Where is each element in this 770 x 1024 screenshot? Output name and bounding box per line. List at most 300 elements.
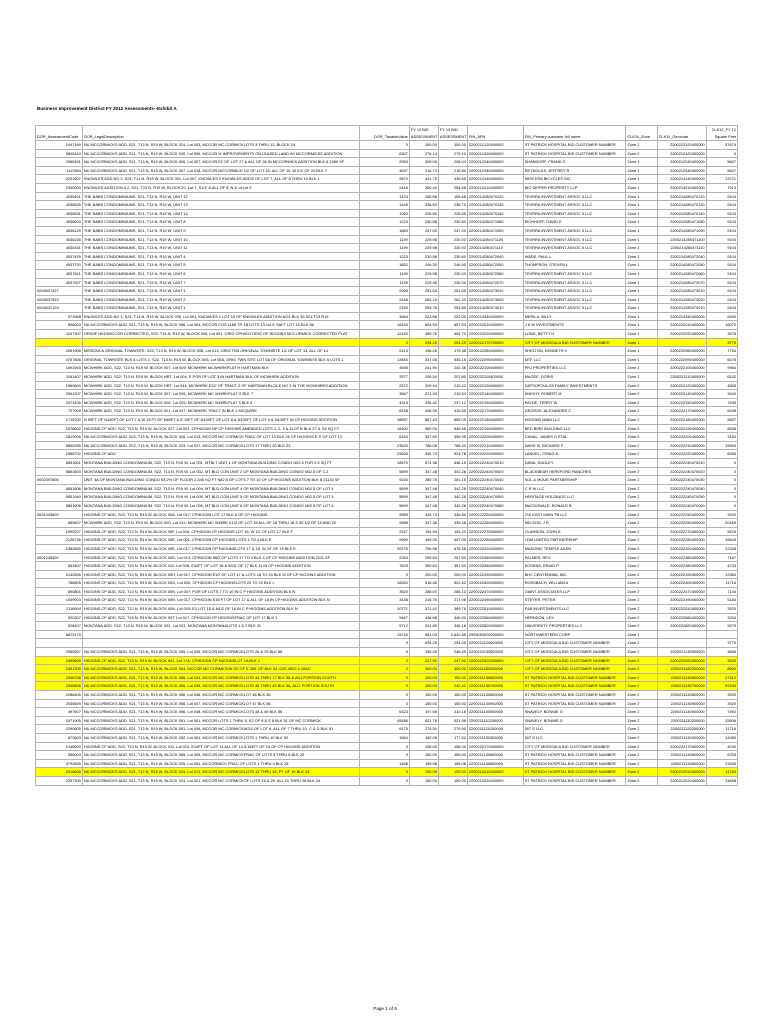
assessment-code-cell: 2096708 xyxy=(36,673,83,682)
table-row xyxy=(36,166,738,175)
square-feet-cell: 3576 xyxy=(706,330,737,339)
header-row-top xyxy=(36,126,738,134)
assessment-code-cell: 890801 xyxy=(36,587,83,596)
legal-description-cell: NU MCCORMICKS ADD, S21, T13 N, R19 W, BLOCK 056, Lot 003, MCCOR COS 1168 TR 1B LOTS 13 1/4 E SAFT LOT 15 BLK 56 xyxy=(82,321,359,330)
table-row xyxy=(36,390,738,399)
fy12-assessment-cell: 230.58 xyxy=(409,252,438,261)
table-row xyxy=(36,742,738,751)
customer-name-cell: ST PATRICK HOSPITAL BID CUSTOMER NUMBER xyxy=(523,691,626,700)
fin-apn-cell: 2200222260400000 xyxy=(467,519,523,528)
legal-description-cell: NU MCCORMICKS ADD, S22, T13 N, R19 W, BLOCK 023, Lot 017, MCCOR MC CORMICKLOTS 17 THRU 20 BLK 23 xyxy=(82,441,359,450)
fy13-assessment-cell: 230.00 xyxy=(438,235,467,244)
fy13-assessment-cell: 210.42 xyxy=(438,381,467,390)
assessment-code-cell: 2501207 xyxy=(36,390,83,399)
table-row xyxy=(36,192,738,201)
assessment-code-cell: 1715700 xyxy=(36,416,83,425)
fin-apn-cell: 2200222320400000 xyxy=(467,544,523,553)
fin-apn-cell: 2200214280472040 xyxy=(467,252,523,261)
assessment-code-cell: 2036509 xyxy=(36,699,83,708)
zone-cell: Zone 1 xyxy=(626,312,657,321)
assessment-code-cell: 2073105 xyxy=(36,398,83,407)
zone-cell: Zone 1 xyxy=(626,278,657,287)
legal-description-cell: HIGGINS CP ADD, S22, T13 N, R19 W, BLOCK 027, Lot 001, CPHIGGIN NP CP HIGGINS AMENDED LOTS 1, 2, 3 & 4LOT B BLK 27 IL S4 SQ FT xyxy=(82,424,359,433)
fy12-assessment-cell: 653.53 xyxy=(409,321,438,330)
customer-name-cell: BIG DIPPER PROPERTY LLP xyxy=(523,183,626,192)
taxable-value-cell: 29626 xyxy=(359,450,409,459)
legal-description-cell: HIGGINS CP ADD, S22, T13 N, R19 W, BLOCK 00D, Lot 013, CPHIGGIN S60' OF LOTS 17 TO 4 BLK 4 OF CP HIGGINS ADDITION 2211 SF xyxy=(82,553,359,562)
legal-description-cell xyxy=(82,630,359,639)
geocode-cell: 2200214340400000 xyxy=(657,312,706,321)
legal-description-cell: NU MCCORMICKS ADD, S22, T13 N, R19 W, BLOCK 026, Lot 013, MCCOR MC CORMICK FRAC OF LOT 13 BLK 26 CP HIGGINS E 3' OF LOT 13 xyxy=(82,433,359,442)
square-feet-cell: 9104 xyxy=(706,192,737,201)
square-feet-cell: 13721 xyxy=(706,175,737,184)
table-row xyxy=(36,364,738,373)
taxable-value-cell: 12153 xyxy=(359,330,409,339)
zone-cell: Zone 2 xyxy=(626,149,657,158)
fy13-assessment-cell: 286.10 xyxy=(438,587,467,596)
header-cell xyxy=(359,126,409,134)
customer-name-cell: GIANT ASSOCIATES LLP xyxy=(523,587,626,596)
table-row xyxy=(36,321,738,330)
taxable-value-cell: 1199 xyxy=(359,244,409,253)
legal-description-cell: NU MCCORMICKS ADD, S21, T13 N, R19 W, BLOCK 055, Lot 034, MCCOR MC CORMICKLOTS 34 THRU 17 BLK 56 & ADJ PORTION SOUTH xyxy=(82,673,359,682)
assessment-code-cell: 653407 xyxy=(36,562,83,571)
customer-name-cell: PRJ PROPERTIES LLC xyxy=(523,364,626,373)
fin-apn-cell: 2200222280400000 xyxy=(467,536,523,545)
table-row xyxy=(36,304,738,313)
fin-apn-cell: 2200222270400000 xyxy=(467,527,523,536)
fin-apn-cell: 2200222010400000 xyxy=(467,321,523,330)
taxable-value-cell: 2577 xyxy=(359,373,409,382)
geocode-cell xyxy=(657,338,706,347)
square-feet-cell: 7013 xyxy=(706,183,737,192)
fy12-assessment-cell: 226.50 xyxy=(409,209,438,218)
customer-name-cell: WADE, PAUL L xyxy=(523,252,626,261)
fin-apn-cell: 2200214280472050 xyxy=(467,261,523,270)
legal-description-cell: THE BABS CONDOMINIUMS, S21, T13 N, R19 W, UNIT 7 xyxy=(82,278,359,287)
zone-cell: Zone 2 xyxy=(626,519,657,528)
table-row xyxy=(36,656,738,665)
zone-cell: Zone 2 xyxy=(626,450,657,459)
fin-apn-cell: 2200222120400000 xyxy=(467,381,523,390)
square-feet-cell: 9104 xyxy=(706,269,737,278)
fy13-assessment-cell: 786.40 xyxy=(438,441,467,450)
fy13-assessment-cell: 247.50 xyxy=(438,656,467,665)
geocode-cell: 2200211130800000 xyxy=(657,691,706,700)
taxable-value-cell: 1564 xyxy=(359,733,409,742)
fin-apn-cell: 2200222140400000 xyxy=(467,390,523,399)
zone-cell: Zone 1 xyxy=(626,304,657,313)
customer-name-cell: SNAVELY, BONNIE G xyxy=(523,716,626,725)
taxable-value-cell: 9230 xyxy=(359,476,409,485)
square-feet-cell: 9104 xyxy=(706,287,737,296)
fy13-assessment-cell: 655.05 xyxy=(438,416,467,425)
zone-cell: Zone 2 xyxy=(626,613,657,622)
legal-description-cell: MISSOULA ORIGINAL TOWNSITE, S22, T13 N, R19 W, BLOCK 008, Lot 013, ORIG TNS ORIGINAL TOWNSITE 1/2 OF LOT 13, ALL OF 14 xyxy=(82,347,359,356)
customer-name-cell: GEORGE, ALEXANDER C xyxy=(523,407,626,416)
geocode-cell: 2200222140400000 xyxy=(657,390,706,399)
taxable-value-cell: 6175 xyxy=(359,725,409,734)
fy12-assessment-cell: 229.98 xyxy=(409,269,438,278)
assessment-code-cell: 2056101 xyxy=(36,158,83,167)
zone-cell: Zone 1 xyxy=(626,158,657,167)
zone-cell: Zone 1 xyxy=(626,192,657,201)
legal-description-cell: THE BABS CONDOMINIUMS, S21, T13 N, R19 W, UNIT 9 xyxy=(82,226,359,235)
table-row xyxy=(36,682,738,691)
fy12-assessment-cell: 537.08 xyxy=(409,355,438,364)
taxable-value-cell: 1445 xyxy=(359,201,409,210)
customer-name-cell: NELSON, J R xyxy=(523,519,626,528)
geocode-cell: 2200222240470020 xyxy=(657,467,706,476)
table-row xyxy=(36,416,738,425)
zone-cell: Zone 1 xyxy=(626,295,657,304)
fy12-assessment-cell: 674.38 xyxy=(409,458,438,467)
customer-name-cell: TEVRRA INVESTMENT ASSOC II LLC xyxy=(523,244,626,253)
customer-name-cell: MERILA, BILLY xyxy=(523,312,626,321)
fin-apn-cell: 2200222820400000 xyxy=(467,622,523,631)
fin-apn-cell: 2200211130600000 xyxy=(467,673,523,682)
fy13-assessment-cell: 177.52 xyxy=(438,733,467,742)
fy12-assessment-cell: 288.00 xyxy=(409,587,438,596)
square-feet-cell: 3234 xyxy=(706,613,737,622)
zone-cell: Zone 2 xyxy=(626,742,657,751)
assessment-code-cell: 4537821 xyxy=(36,269,83,278)
fy12-assessment-cell: 390.63 xyxy=(409,562,438,571)
fy12-assessment-cell: 621.76 xyxy=(409,716,438,725)
square-feet-cell: 5184 xyxy=(706,596,737,605)
legal-description-cell: HIGGINS CP ADD xyxy=(82,450,359,459)
geocode-cell: 2200222470400000 xyxy=(657,587,706,596)
fy13-assessment-cell: 251.55 xyxy=(438,287,467,296)
geocode-cell: 2200221130500000 xyxy=(657,648,706,657)
geocode-cell: 2200211130800000 xyxy=(657,751,706,760)
legal-description-cell: MONTANA BUILDING CONDOMINIUM, S22, T13 N, R19 W, Lot 001, MTBLT UNIT 1 OF MONTANA BUILDING CONDO N02.5 FOR 2.5 SQ FT xyxy=(82,458,359,467)
geocode-cell: 2200222170400000 xyxy=(657,742,706,751)
square-feet-cell: 9104 xyxy=(706,252,737,261)
square-feet-cell: 3920 xyxy=(706,510,737,519)
customer-name-cell: 507 S LLC xyxy=(523,725,626,734)
fy12-assessment-cell: 236.42 xyxy=(409,398,438,407)
zone-cell: Zone 2 xyxy=(626,510,657,519)
table-row xyxy=(36,708,738,717)
assessment-code-cell: 2118904 xyxy=(36,605,83,614)
taxable-value-cell: 18143 xyxy=(359,321,409,330)
table-row xyxy=(36,235,738,244)
geocode-cell: 2200222180400000 xyxy=(657,416,706,425)
fy12-assessment-cell: 275.50 xyxy=(409,725,438,734)
taxable-value-cell: 5899 xyxy=(359,484,409,493)
customer-name-cell: REYNOLDS, JEFFREY R xyxy=(523,166,626,175)
taxable-value-cell: 20276 xyxy=(359,544,409,553)
assessment-code-cell: 4536331 xyxy=(36,244,83,253)
assessment-code-cell: 5805410 xyxy=(36,149,83,158)
taxable-value-cell: 10771 xyxy=(359,605,409,614)
zone-cell: Zone 2 xyxy=(626,484,657,493)
assessment-code-cell: 4537927 xyxy=(36,278,83,287)
legal-description-cell: HIGGINS CP ADD, S22, T13 N, R19 W, BLOCK 011, Lot 016, E32FT OF LOT 16 & W10' OF 17 BLK 11 IN CP HIGGINS ADDITION xyxy=(82,562,359,571)
header-row-bottom xyxy=(36,133,738,141)
table-row xyxy=(36,605,738,614)
fy12-assessment-cell: 205.54 xyxy=(409,373,438,382)
square-feet-cell: 9104 xyxy=(706,295,737,304)
table-row xyxy=(36,278,738,287)
table-row xyxy=(36,768,738,777)
taxable-value-cell: 3520 xyxy=(359,587,409,596)
fy12-assessment-cell: 150.00 xyxy=(409,776,438,785)
table-row xyxy=(36,562,738,571)
customer-name-cell: MACDONALD, RONALD B xyxy=(523,501,626,510)
assessment-code-cell: 5851606 xyxy=(36,484,83,493)
assessment-table xyxy=(35,125,738,786)
fin-apn-cell: 2200222240470020 xyxy=(467,467,523,476)
table-row xyxy=(36,261,738,270)
zone-cell: Zone 2 xyxy=(626,587,657,596)
legal-description-cell: KNOWLES ADD NO 1, S21, T13 N, R19 W, BLOCK 035, Lot 001, KNOWLES 1 LOT 10 OF KNOWLES ADDITION NO1 BLK 35 S21 T13 R19 xyxy=(82,312,359,321)
legal-description-cell: THE BABS CONDOMINIUMS, S21, T13 N, R19 W, UNIT 5 xyxy=(82,261,359,270)
legal-description-cell: NU MCCORMICKS ADD, S21, T13 N, R19 W, BLOCK 040, Lot 006, MCCOR M IMPROVEMENTS ON LEASED LAND W/ MCCORMICKS ADDITION xyxy=(82,149,359,158)
geocode-cell: 2200222240470050 xyxy=(657,493,706,502)
fy13-assessment-cell: 219.54 xyxy=(438,390,467,399)
square-feet-cell: 16643 xyxy=(706,536,737,545)
header-zone: CLK11_Zone xyxy=(626,133,657,141)
fy12-assessment-cell: 150.00 xyxy=(409,682,438,691)
customer-name-cell: MASONIC TEMPLE ASSN xyxy=(523,544,626,553)
fy12-assessment-cell: 260.40 xyxy=(409,183,438,192)
fy13-assessment-cell: 150.00 xyxy=(438,768,467,777)
square-feet-cell: 11716 xyxy=(706,579,737,588)
legal-description-cell: NU MCCORMICKS ADD, S21, T13 N, R19 W, BLOCK 007, Lot 018, MCCOR MCCORMICK 1/2 OF LOT 18, ALL OF 19, W 5.6' OF 20 BLK 7 xyxy=(82,166,359,175)
fin-apn-cell: 2200222510400000 xyxy=(467,605,523,614)
zone-cell: Zone 1 xyxy=(626,244,657,253)
zone-cell: Zone 2 xyxy=(626,776,657,785)
fy12-assessment-cell: 706.98 xyxy=(409,544,438,553)
assessment-code-cell: 4536235 xyxy=(36,235,83,244)
fy13-assessment-cell: 522.42 xyxy=(438,579,467,588)
document-title: Business Improvement District FY 2012 Assessments--Exhibit A xyxy=(37,106,177,111)
fy12-assessment-cell: 788.08 xyxy=(409,441,438,450)
zone-cell: Zone 2 xyxy=(626,141,657,150)
customer-name-cell: UNIVERSITY PROPERTIES LLC xyxy=(523,622,626,631)
assessment-code-cell: 5851606 xyxy=(36,501,83,510)
fin-apn-cell: 2200211130800000 xyxy=(467,691,523,700)
square-feet-cell: 9104 xyxy=(706,209,737,218)
legal-description-cell: THE BABS CONDOMINIUMS, S21, T13 N, R19 W, UNIT 12 xyxy=(82,192,359,201)
zone-cell: Zone 1 xyxy=(626,373,657,382)
taxable-value-cell: 6164 xyxy=(359,433,409,442)
geocode-cell: 2200222490400000 xyxy=(657,596,706,605)
assessment-code-cell: 2297300 xyxy=(36,776,83,785)
geocode-cell: 2200214280470130 xyxy=(657,201,706,210)
fy12-assessment-cell: 347.48 xyxy=(409,484,438,493)
geocode-cell: 2200211140000000 xyxy=(657,708,706,717)
fin-apn-cell: 2200214280471110 xyxy=(467,244,523,253)
taxable-value-cell: 4595 xyxy=(359,364,409,373)
square-feet-cell: 9104 xyxy=(706,226,737,235)
legal-description-cell: UNIT 3A OF MONTANA BUILDING CONDO 63.2% OF FLOOR 2,345 SQ FT N82.5 OF LOTS 7 TO 10 OF CP HIGGINS ADDITION BLK 8 21133 SF xyxy=(82,476,359,485)
fy12-assessment-cell: 182.28 xyxy=(409,733,438,742)
square-feet-cell: 4733 xyxy=(706,562,737,571)
header-fy12-assessment: ASSESSMENT xyxy=(410,134,438,139)
customer-name-cell: SHELTON, KENNETH V xyxy=(523,347,626,356)
fin-apn-cell: 2200211120200000 xyxy=(467,725,523,734)
fy13-assessment-cell: 246.50 xyxy=(438,261,467,270)
legal-description-cell: HIGGINS CP ADD, S22, T13 N, R19 W, BLOCK 00N, Lot 007, POR OF LOTS 7 TO 10 IN C P HIGGINS ADDITION BLK N xyxy=(82,587,359,596)
taxable-value-cell: 18575 xyxy=(359,458,409,467)
table-row xyxy=(36,355,738,364)
fy12-assessment-cell: 150.00 xyxy=(409,768,438,777)
table-row xyxy=(36,613,738,622)
geocode-cell: 2200211130800000 xyxy=(657,759,706,768)
square-feet-cell: 0 xyxy=(706,493,737,502)
taxable-value-cell: 23525 xyxy=(359,441,409,450)
assessment-code-cell: 0004537427 xyxy=(36,287,83,296)
zone-cell: Zone 2 xyxy=(626,725,657,734)
assessment-code-cell: 4536603 xyxy=(36,218,83,227)
fy13-assessment-cell: 150.00 xyxy=(438,699,467,708)
fy13-assessment-cell: 494.70 xyxy=(438,330,467,339)
legal-description-cell: NU MCCORMICKS ADD, S21, T13 N, R19 W, BLOCK 025, Lot 001, MCCORMICK FRAC OF LOTS 1 THRU 4 BLK 25 xyxy=(82,759,359,768)
customer-name-cell: KNIGHT, ROBERT M xyxy=(523,390,626,399)
geocode-cell: 2200214280473020 xyxy=(657,295,706,304)
assessment-code-cell: 4537429 xyxy=(36,252,83,261)
customer-name-cell: ST PATRICK HOSPITAL BID CUSTOMER NUMBER xyxy=(523,699,626,708)
zone-cell: Zone 1 xyxy=(626,287,657,296)
assessment-code-cell: 0004537533 xyxy=(36,295,83,304)
table-row xyxy=(36,751,738,760)
fy13-assessment-cell: 200.00 xyxy=(438,570,467,579)
geocode-cell: 2200214280472050 xyxy=(657,261,706,270)
fy13-assessment-cell: 210.16 xyxy=(438,708,467,717)
fin-apn-cell: 2200212420400000 xyxy=(467,149,523,158)
table-row xyxy=(36,244,738,253)
assessment-code-cell: 2096806 xyxy=(36,682,83,691)
fin-apn-cell: 2200222360400000 xyxy=(467,553,523,562)
customer-name-cell: THOMPSON, STEVEN L xyxy=(523,261,626,270)
fin-apn-cell: 2200214140400000 xyxy=(467,175,523,184)
legal-description-cell: NU MCCORMICKS ADD, S21, T13 N, R19 W, BLOCK 056, Lot 047, MCCOR MC CORMICKLOT 47 BLK 56 xyxy=(82,699,359,708)
square-feet-cell: 3920 xyxy=(706,605,737,614)
fin-apn-cell: 2200222090400000 xyxy=(467,355,523,364)
table-row xyxy=(36,175,738,184)
legal-description-cell xyxy=(82,338,359,347)
zone-cell: Zone 2 xyxy=(626,622,657,631)
fin-apn-cell: 2200212010400000 xyxy=(467,768,523,777)
legal-description-cell: MCWHIRK ADD, S22, T13 N, R19 W, BLOCK 007, Lot 006, MCWHIRK MC WHIRKPLAT G BLK 7 xyxy=(82,390,359,399)
customer-name-cell: 507 S LLC xyxy=(523,733,626,742)
fin-apn-cell: 2200214280471090 xyxy=(467,226,523,235)
table-row xyxy=(36,544,738,553)
square-feet-cell: 6055 xyxy=(706,450,737,459)
geocode-cell: 2200222520300000 xyxy=(657,656,706,665)
taxable-value-cell: 0 xyxy=(359,338,409,347)
table-row xyxy=(36,776,738,785)
legal-description-cell: HIGGINS CP ADD, S22, T13 N, R19 W, BLOCK 00E, Lot 017, CPHIGGIN CP HIGGINSLOTS 17 & 18, W 20' OF 19 BLK E xyxy=(82,544,359,553)
geocode-cell: 2200222190400000 xyxy=(657,424,706,433)
taxable-value-cell: 2446 xyxy=(359,295,409,304)
assessment-code-cell: 1558702 xyxy=(36,450,83,459)
legal-description-cell: MONTANA BUILDING CONDOMINIUM, S22, T13 N, R19 W, Lot 002, MT BLD CON UNIT 2 OF MONTANA BUILDING CONDO N02.5 OF 1.2 xyxy=(82,467,359,476)
assessment-code-cell: 1969800 xyxy=(36,381,83,390)
legal-description-cell: NU MCCORMICKS ADD, S21, T13 N, R19 W, BLOCK 056, Lot 048, MCCOR MC CORMICKLOTS 48 & 49 BLK 56 xyxy=(82,708,359,717)
fy12-assessment-cell: 581.03 xyxy=(409,630,438,639)
customer-name-cell: CITY OF MISSOULA BID CUSTOMER NUMBER xyxy=(523,656,626,665)
fy13-assessment-cell: 226.65 xyxy=(438,209,467,218)
geocode-cell: 2200222150400000 xyxy=(657,398,706,407)
square-feet-cell xyxy=(706,630,737,639)
geocode-cell: 2200222280400000 xyxy=(657,536,706,545)
geocode-cell: 2200211130900000 xyxy=(657,699,706,708)
fin-apn-cell: 2200222210400000 xyxy=(467,441,523,450)
square-feet-cell: 0 xyxy=(706,501,737,510)
table-header xyxy=(36,126,738,141)
customer-name-cell: NEW ERA BICYCLES INC xyxy=(523,175,626,184)
fy12-assessment-cell: 229.98 xyxy=(409,244,438,253)
header-legal-description: DOR_LegalDescription xyxy=(82,133,359,141)
zone-cell: Zone 1 xyxy=(626,183,657,192)
zone-cell: Zone 2 xyxy=(626,381,657,390)
taxable-value-cell: 2247 xyxy=(359,527,409,536)
square-feet-cell: 9104 xyxy=(706,201,737,210)
square-feet-cell: 3154 xyxy=(706,433,737,442)
table-row xyxy=(36,226,738,235)
fy13-assessment-cell: 300.00 xyxy=(438,665,467,674)
zone-cell: Zone 2 xyxy=(626,553,657,562)
fin-apn-cell: 2200222560400000 xyxy=(467,613,523,622)
fy13-assessment-cell: 2,642.85 xyxy=(438,630,467,639)
fy12-assessment-cell: 436.68 xyxy=(409,613,438,622)
assessment-code-cell: 4537720 xyxy=(36,261,83,270)
table-row xyxy=(36,510,738,519)
assessment-code-cell: 2290605 xyxy=(36,725,83,734)
legal-description-cell: ORIGIF HIGGMCCOR CORRECTED, S22, T13 N, R19 W, BLOCK 006, Lot 001, ORIG CPHIGG ORIG OF HIGGINS MCCORMICK CORRECTED PLAT xyxy=(82,330,359,339)
fin-apn-cell: 2200212240400000 xyxy=(467,158,523,167)
fy12-assessment-cell: 294.25 xyxy=(409,338,438,347)
fy13-assessment-cell: 294.25 xyxy=(438,639,467,648)
customer-name-cell: TEVRRA INVESTMENT ASSOC II LLC xyxy=(523,278,626,287)
table-row xyxy=(36,201,738,210)
table-row xyxy=(36,673,738,682)
taxable-value-cell: 6323 xyxy=(359,708,409,717)
customer-name-cell: BED BIRD BUILDING LLC xyxy=(523,424,626,433)
square-feet-cell: 16070 xyxy=(706,321,737,330)
taxable-value-cell: 2572 xyxy=(359,381,409,390)
square-feet-cell: 9984 xyxy=(706,364,737,373)
taxable-value-cell: 1423 xyxy=(359,192,409,201)
geocode-cell: 2200214280472060 xyxy=(657,269,706,278)
table-row xyxy=(36,725,738,734)
zone-cell: Zone 1 xyxy=(626,226,657,235)
geocode-cell: 2200214140400000 xyxy=(657,175,706,184)
legal-description-cell: THE BABS CONDOMINIUMS, S21, T13 N, R19 W, UNIT 8 xyxy=(82,218,359,227)
assessment-code-cell: 920307 xyxy=(36,613,83,622)
zone-cell: Zone 2 xyxy=(626,527,657,536)
square-feet-cell: 9279 xyxy=(706,622,737,631)
assessment-code-cell: 1382805 xyxy=(36,544,83,553)
square-feet-cell: 5576 xyxy=(706,527,737,536)
header-clk12-label: CLK12_FY 12 xyxy=(706,126,737,134)
taxable-value-cell: 15743 xyxy=(359,630,409,639)
taxable-value-cell: 1458 xyxy=(359,759,409,768)
legal-description-cell: N 55FT OF N100FT OF LOT 7 & W 15 FT OF N60FT & E 15FT OF N100FT OF LOT 8 & N100FT OF LOT 9 & N100FT IN CP HIGGINS ADDITION xyxy=(82,416,359,425)
geocode-cell: 2200211180200000 xyxy=(657,665,706,674)
square-feet-cell: 37679 xyxy=(706,141,737,150)
customer-name-cell: SOL & MOUE PARTNERSHIP xyxy=(523,476,626,485)
fin-apn-cell: 2200222170400000 xyxy=(467,742,523,751)
square-feet-cell: 6753 xyxy=(706,751,737,760)
assessment-code-cell: 4536631 xyxy=(36,209,83,218)
legal-description-cell: HIGGINS CP ADD, S22, T13 N, R19 W, BLOCK 00F, Lot 016, CPHIGGIN CP HIGGINS LOT 16, W 10' OF LOT 17 BLK F xyxy=(82,527,359,536)
legal-description-cell: THE BABS CONDOMINIUMS, S21, T13 N, R19 W, UNIT 4 xyxy=(82,252,359,261)
